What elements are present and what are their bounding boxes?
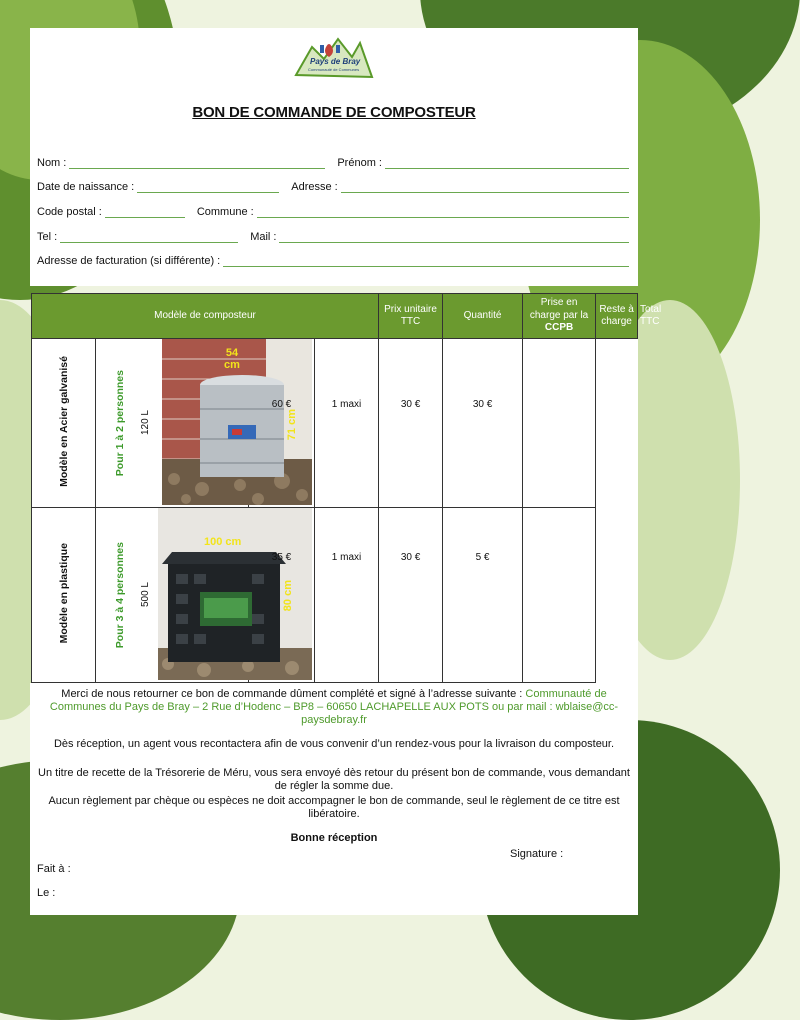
model-label-cell [32,339,96,508]
tel-field[interactable] [60,232,238,243]
table-row [32,508,638,683]
reste-cell [443,508,523,683]
facturation-label: Adresse de facturation (si différente) : [37,255,221,267]
return-address: Communauté de Communes du Pays de Bray – 2 Rue d’Hodenc – BP8 – 60650 LACHAPELLE AUX POTS ou par mail : wblaise@cc-paysdebray.fr [49,688,619,726]
header-prix: Prix unitaire TTC [379,294,443,339]
height-dimension: 80 cm [282,580,294,612]
logo-text: Pays de Bray [310,57,361,66]
prix-value: 60 € [271,399,292,410]
code-postal-label: Code postal : [37,206,102,218]
prise-cell [379,339,443,508]
nom-field[interactable] [69,158,325,169]
total-cell[interactable] [523,508,596,683]
usage-wrapper [114,508,126,682]
persons-label: Pour 3 à 4 personnes [114,541,126,649]
tel-label: Tel : [37,231,58,243]
header-prise-ccpb: CCPB [544,322,574,334]
height-dimension: 71 cm [286,409,298,441]
logo-subtext: Communauté de Communes [308,67,360,72]
form-row-postal [37,204,633,218]
model-label: Modèle en Acier galvanisé [57,356,70,487]
table-row [32,339,638,508]
signature-label: Signature : [510,848,564,860]
intro-text: Merci de nous retourner ce bon de commande dûment complété et signé à l’adresse suivante : [61,688,523,700]
width-dimension: 100 cm [204,536,242,548]
naissance-label: Date de naissance : [37,181,135,193]
naissance-field[interactable] [137,182,279,193]
header-prise [523,294,596,339]
closing-text: Bonne réception [290,832,378,844]
model-label-cell [32,508,96,683]
total-cell[interactable] [523,339,596,508]
prise-value: 30 € [400,552,421,563]
usage-wrapper [114,339,126,507]
quantite-cell [315,339,379,508]
return-instructions [36,688,632,727]
quantite-value: 1 maxi [331,552,362,563]
prix-value: 35 € [271,552,292,563]
nom-label: Nom : [37,157,67,169]
paragraph-titre: Un titre de recette de la Trésorerie de Méru, vous sera envoyé dès retour du présent bon de commande, vous demandant de régler la somme due. [38,767,630,792]
adresse-label: Adresse : [291,181,338,193]
persons-label: Pour 1 à 2 personnes [114,369,126,477]
capacity-label: 500 L [140,582,151,608]
model-label: Modèle en plastique [57,543,70,644]
commune-label: Commune : [196,206,254,218]
width-dimension: 54 cm [224,347,240,371]
quantite-value: 1 maxi [331,399,362,410]
fait-label: Fait à : [37,863,71,875]
mail-field[interactable] [279,232,629,243]
prenom-label: Prénom : [337,157,382,169]
paragraph-reglement: Aucun règlement par chèque ou espèces ne doit accompagner le bon de commande, seul le règlement de ce titre est libératoire. [48,795,620,820]
header-reste: Reste à charge [596,294,638,339]
prix-cell [249,339,315,508]
code-postal-field[interactable] [105,207,185,218]
form-row-billing [37,253,633,267]
capacity-wrapper [140,508,151,682]
prenom-field[interactable] [385,158,629,169]
logo [290,33,376,83]
adresse-field[interactable] [341,182,629,193]
header-prise-text: Prise en charge par la [529,297,589,321]
table-header-row [32,294,638,339]
reste-cell [443,339,523,508]
capacity-label: 120 L [140,410,151,436]
le-label: Le : [37,887,56,899]
paragraph-reception: Dès réception, un agent vous recontactera afin de vous convenir d’un rendez-vous pour la livraison du composteur. [53,738,615,750]
form-row-name [37,155,633,169]
header-quantite: Quantité [443,294,523,339]
order-table [31,293,638,683]
reste-value: 30 € [472,399,493,410]
form-row-contact [37,229,633,243]
form-row-birth [37,179,633,193]
commune-field[interactable] [257,207,629,218]
page-title: BON DE COMMANDE DE COMPOSTEUR [192,104,476,121]
facturation-field[interactable] [223,256,629,267]
prix-cell [249,508,315,683]
prise-cell [379,508,443,683]
reste-value: 5 € [475,552,490,563]
quantite-cell [315,508,379,683]
prise-value: 30 € [400,399,421,410]
mail-label: Mail : [250,231,277,243]
capacity-wrapper [140,339,151,507]
header-modele: Modèle de composteur [32,294,379,339]
